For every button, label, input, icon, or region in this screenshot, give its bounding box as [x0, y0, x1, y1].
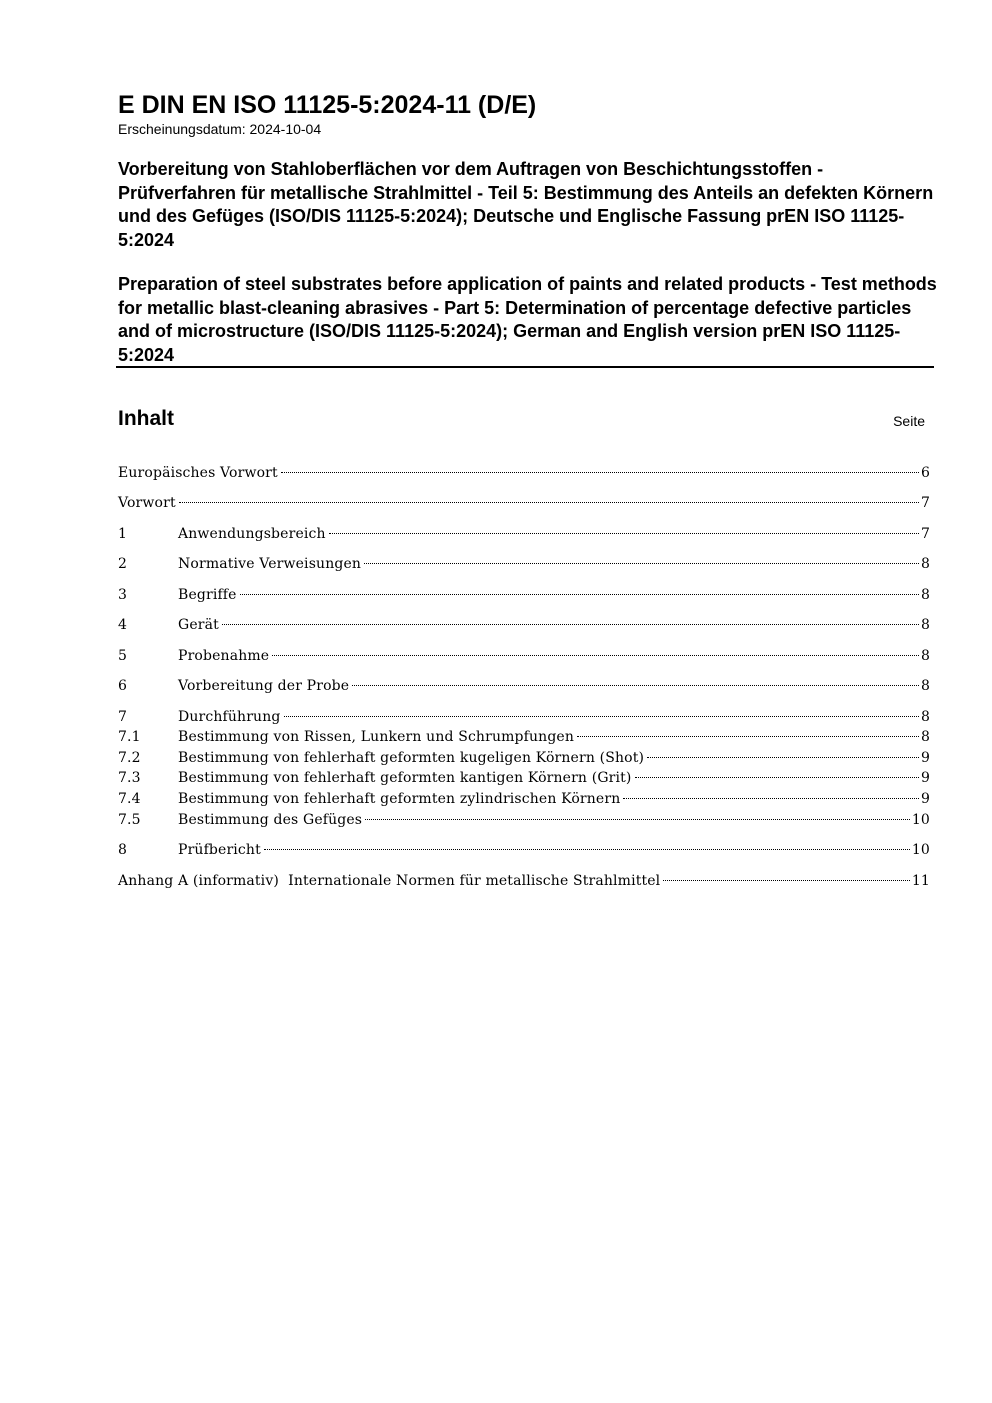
toc-entry-6[interactable] [118, 676, 930, 696]
toc-entry-page: 8 [920, 729, 930, 745]
document-id: E DIN EN ISO 11125-5:2024-11 (D/E) [118, 91, 537, 119]
toc-leader [647, 757, 919, 758]
toc-entry-3[interactable] [118, 585, 930, 605]
toc-entry-title: Prüfbericht [178, 842, 261, 858]
toc-entry-title: Anwendungsbereich [178, 526, 326, 542]
toc-entry-number: 7.4 [118, 791, 141, 807]
toc-leader [222, 624, 919, 625]
toc-entry-7-5[interactable] [118, 810, 930, 830]
toc-leader [635, 777, 919, 778]
toc-entry-title: Vorwort [118, 495, 176, 511]
toc-leader [577, 736, 919, 737]
toc-entry-title: Normative Verweisungen [178, 556, 362, 572]
toc-entry-number: 4 [118, 617, 128, 633]
toc-entry-page: 10 [911, 812, 930, 828]
toc-entry-title: Begriffe [178, 587, 237, 603]
toc-leader [281, 472, 919, 473]
toc-leader [240, 594, 919, 595]
toc-leader [329, 533, 919, 534]
toc-entry-number: 7.1 [118, 729, 141, 745]
toc-entry-5[interactable] [118, 646, 930, 666]
toc-entry-number: 3 [118, 587, 128, 603]
toc-entry-title: Bestimmung von fehlerhaft geformten kugeligen Körnern (Shot) [178, 750, 645, 766]
toc-entry-page: 8 [920, 648, 930, 664]
toc-entry-page: 9 [920, 770, 930, 786]
toc-entry-title: Bestimmung von Rissen, Lunkern und Schrumpfungen [178, 729, 575, 745]
toc-entry-title: Anhang A (informativ) Internationale Normen für metallische Strahlmittel [118, 873, 661, 889]
toc-entry-title: Durchführung [178, 709, 281, 725]
toc-entry-title: Bestimmung des Gefüges [178, 812, 363, 828]
toc-entry-page: 8 [920, 587, 930, 603]
toc-entry-number: 7.2 [118, 750, 141, 766]
toc-entry-page: 8 [920, 709, 930, 725]
toc-entry-1[interactable] [118, 524, 930, 544]
toc-entry-page: 7 [920, 526, 930, 542]
toc-entry-page: 8 [920, 678, 930, 694]
toc-entry-7-4[interactable] [118, 789, 930, 809]
toc-leader [264, 849, 910, 850]
toc-entry-7-2[interactable] [118, 748, 930, 768]
toc-entry-title: Europäisches Vorwort [118, 465, 278, 481]
toc-entry-page: 8 [920, 556, 930, 572]
toc-entry-number: 7.5 [118, 812, 141, 828]
toc-entry-7-1[interactable] [118, 727, 930, 747]
toc-entry-title: Vorbereitung der Probe [178, 678, 350, 694]
toc-entry-number: 6 [118, 678, 128, 694]
toc-entry-title: Bestimmung von fehlerhaft geformten zylindrischen Körnern [178, 791, 621, 807]
toc-entry-anhang-a[interactable] [118, 871, 930, 891]
toc-entry-page: 10 [911, 842, 930, 858]
toc-leader [352, 685, 919, 686]
toc-entry-page: 9 [920, 791, 930, 807]
toc-entry-4[interactable] [118, 615, 930, 635]
toc-entry-2[interactable] [118, 554, 930, 574]
toc-leader [284, 716, 919, 717]
toc-entry-number: 7.3 [118, 770, 141, 786]
toc-leader [179, 502, 919, 503]
toc-entry-page: 8 [920, 617, 930, 633]
toc-leader [623, 798, 919, 799]
toc-leader [272, 655, 919, 656]
toc-heading: Inhalt [118, 407, 174, 430]
toc-entry-number: 8 [118, 842, 128, 858]
toc-entry-page: 6 [920, 465, 930, 481]
table-of-contents [118, 0, 930, 1403]
toc-leader [364, 563, 919, 564]
toc-entry-vorwort[interactable] [118, 493, 930, 513]
toc-leader [663, 880, 910, 881]
toc-entry-8[interactable] [118, 840, 930, 860]
toc-entry-europaeisches-vorwort[interactable] [118, 463, 930, 483]
title-english: Preparation of steel substrates before application of paints and related products - Test methods for metallic blast-cleaning abrasives - Part 5: Determination of percentage defective particles and of microstructure (ISO/DIS 11125-5:2024); German and English version prEN ISO 11125-5:2024 [118, 274, 937, 365]
toc-entry-title: Probenahme [178, 648, 270, 664]
toc-leader [365, 819, 910, 820]
toc-entry-page: 11 [911, 873, 930, 889]
toc-entry-title: Gerät [178, 617, 219, 633]
title-german: Vorbereitung von Stahloberflächen vor dem Auftragen von Beschichtungsstoffen - Prüfverfahren für metallische Strahlmittel - Teil 5: Bestimmung des Anteils an defekten Körnern und des Gefüges (ISO/DIS 11125-5:2024); Deutsche und Englische Fassung prEN ISO 11125-5:2024 [118, 159, 934, 250]
toc-entry-number: 5 [118, 648, 128, 664]
toc-entry-number: 2 [118, 556, 128, 572]
toc-entry-page: 7 [920, 495, 930, 511]
toc-entry-page: 9 [920, 750, 930, 766]
toc-entry-7-3[interactable] [118, 768, 930, 788]
toc-page-column-label: Seite [893, 413, 925, 429]
toc-entry-title: Bestimmung von fehlerhaft geformten kantigen Körnern (Grit) [178, 770, 632, 786]
publication-date: Erscheinungsdatum: 2024-10-04 [118, 121, 322, 137]
toc-entry-7[interactable] [118, 707, 930, 727]
toc-entry-number: 1 [118, 526, 128, 542]
toc-entry-number: 7 [118, 709, 128, 725]
